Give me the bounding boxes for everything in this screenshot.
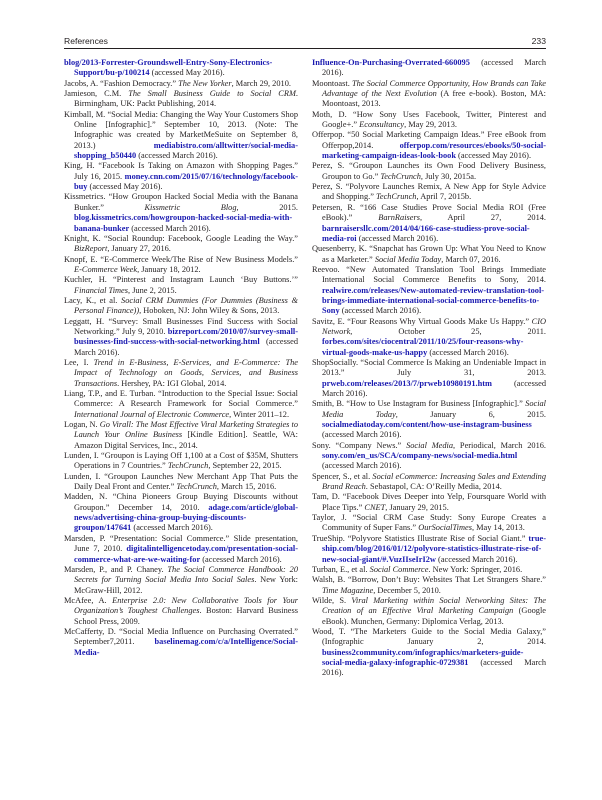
reference-text: Knopf, E. “E-Commerce Week/The Rise of New Business Models.” bbox=[64, 254, 298, 264]
reference-text: , Hoboken, NJ: John Wiley & Sons, 2013. bbox=[139, 306, 280, 316]
reference-text: . Sebastapol, CA: O’Reilly Media, 2014. bbox=[365, 482, 502, 492]
reference-text: Kimball, M. “Social Media: Changing the Way Your Customers Shop Online [Infographic].” September 10, 2013. (Note: The Infographic was created by MarketMeSuite on September 8, 2013.) bbox=[64, 109, 298, 150]
reference-text: , March 29, 2010. bbox=[231, 78, 291, 88]
reference-url-link[interactable]: offerpop.com/resources/ebooks/50-social-marketing-campaign-ideas-look-book bbox=[322, 140, 546, 161]
reference-text: , December 5, 2010. bbox=[373, 585, 441, 595]
reference-entry bbox=[312, 161, 546, 182]
reference-title: BizReport bbox=[74, 244, 108, 254]
reference-text: , January 18, 2012. bbox=[137, 264, 201, 274]
reference-text: Moontoast. bbox=[312, 78, 352, 88]
reference-title: CIO Network bbox=[322, 316, 546, 336]
reference-title: Go Virall: The Most Effective Viral Marketing Strategies to Launch Your Online Business bbox=[74, 420, 298, 440]
reference-text: (accessed March 2016). bbox=[200, 554, 282, 564]
reference-entry bbox=[312, 513, 546, 534]
references-right-column bbox=[312, 58, 546, 679]
reference-text: (accessed March 2016). bbox=[74, 337, 298, 357]
reference-text: , September 22, 2015. bbox=[208, 461, 282, 471]
reference-url-link[interactable]: bizreport.com/2010/07/survey-small-businesses-find-success-with-social-networking.html bbox=[74, 326, 298, 347]
reference-title: Social eCommerce: Increasing Sales and Extending Brand Reach bbox=[322, 471, 546, 492]
reference-entry bbox=[312, 492, 546, 513]
reference-entry bbox=[64, 596, 298, 627]
reference-text: (accessed March 2016). bbox=[322, 461, 402, 471]
reference-title: Viral Marketing within Social Networking Sites: The Creation of an Effective Viral Marketing Campaign bbox=[322, 595, 546, 616]
reference-title: Social CRM Dummies (For Dummies (Business & Personal Finance)) bbox=[74, 295, 298, 316]
reference-text: Taylor, J. “Social CRM Case Study: Sony Europe Creates a Community of Super Fans.” bbox=[312, 513, 546, 533]
reference-entry bbox=[64, 317, 298, 358]
reference-url-link[interactable]: money.cnn.com/2015/07/16/technology/facebook-buy bbox=[74, 171, 298, 192]
reference-entry bbox=[312, 110, 546, 131]
reference-text: Jamieson, C.M. bbox=[64, 89, 129, 99]
reference-text: Marsden, P. “Presentation: Social Commerce.” Slide presentation, June 7, 2010. bbox=[64, 533, 298, 554]
reference-text: (accessed March 2016). bbox=[131, 523, 213, 533]
reference-text: Madden, N. “China Pioneers Group Buying Discounts without Groupon.” December 14, 2010. bbox=[64, 492, 298, 512]
reference-entry bbox=[64, 89, 298, 110]
reference-text: Wood, T. “The Marketers Guide to the Social Media Galaxy,” (Infographic January 2, 2014. bbox=[312, 626, 546, 647]
reference-entry bbox=[64, 451, 298, 472]
reference-entry bbox=[64, 110, 298, 162]
reference-text: Spencer, S., et al. bbox=[312, 471, 373, 481]
reference-title: Time Magazine bbox=[322, 585, 374, 595]
reference-entry bbox=[312, 399, 546, 440]
reference-title: OurSocialTimes bbox=[418, 523, 472, 533]
reference-text: McAfee, A. bbox=[64, 595, 113, 605]
reference-entry bbox=[312, 565, 546, 575]
reference-title: TechCrunch bbox=[376, 192, 417, 202]
reference-url-link[interactable]: sony.com/en_us/SCA/company-news/social-media.html bbox=[322, 451, 518, 461]
reference-title: Social Commerce bbox=[369, 564, 429, 574]
reference-text: , January 29, 2015. bbox=[385, 502, 449, 512]
reference-title: TechCrunch bbox=[167, 461, 209, 471]
reference-text: Walsh, B. “Borrow, Don’t Buy: Websites That Let Strangers Share.” bbox=[312, 575, 546, 585]
reference-title: Social Media Today bbox=[322, 399, 546, 419]
reference-text: , April 27, 2014. bbox=[419, 213, 546, 223]
reference-entry bbox=[312, 575, 546, 596]
reference-text: , Winter 2011–12. bbox=[229, 409, 290, 419]
reference-text: , May 14, 2013. bbox=[471, 523, 525, 533]
reference-title: TechCrunch bbox=[176, 482, 217, 492]
reference-text: (accessed March 2016). bbox=[356, 233, 439, 243]
reference-title: Financial Times bbox=[74, 285, 129, 295]
reference-entry bbox=[64, 79, 298, 89]
reference-url-link[interactable]: adage.com/article/global-news/advertising-china-group-buying-discounts-groupon/147641 bbox=[74, 502, 298, 533]
reference-text: Tam, D. “Facebook Dives Deeper into Yelp, Foursquare World with Place Tips.” bbox=[312, 492, 546, 512]
reference-text: , June 2, 2015. bbox=[128, 285, 177, 295]
reference-text: (accessed March 2016). bbox=[136, 151, 218, 161]
reference-text: (accessed March 2016). bbox=[129, 223, 211, 233]
reference-entry bbox=[64, 192, 298, 233]
reference-entry bbox=[312, 182, 546, 203]
reference-text: . Birmingham, UK: Packt Publishing, 2014. bbox=[74, 89, 299, 109]
reference-entry bbox=[64, 472, 298, 493]
reference-title: Trend in E-Business, E-Services, and E-Commerce: The Impact of Technology on Goods, Services, and Business Transactions bbox=[74, 357, 298, 388]
reference-text: Sony. “Company News.” bbox=[312, 440, 407, 450]
reference-text: Marsden, P., and P. Chaney. bbox=[64, 564, 168, 574]
reference-text: McCafferty, D. “Social Media Influence on Purchasing Overrated.” September7,2011. bbox=[64, 626, 298, 647]
reference-entry bbox=[64, 420, 298, 451]
reference-entry bbox=[64, 161, 298, 192]
reference-entry bbox=[64, 534, 298, 565]
reference-text: Logan, N. bbox=[64, 420, 100, 430]
reference-text: (accessed May 2016). bbox=[455, 151, 532, 161]
reference-entry bbox=[64, 58, 298, 79]
reference-text: (accessed May 2016). bbox=[87, 182, 163, 192]
reference-text: Kuchler, H. “Pinterest and Instagram Launch ‘Buy Buttons.’” bbox=[64, 275, 298, 285]
reference-title: TechCrunch bbox=[380, 171, 421, 181]
reference-entry bbox=[312, 472, 546, 493]
reference-entry bbox=[64, 358, 298, 389]
reference-title: The Small Business Guide to Social CRM bbox=[128, 89, 296, 99]
reference-entry bbox=[312, 534, 546, 565]
reference-text: TrueShip. “Polyvore Statistics Illustrate Rise of Social Giant.” bbox=[312, 533, 529, 543]
references-left-column bbox=[64, 58, 298, 658]
reference-text: , October 25, 2011. bbox=[350, 326, 546, 336]
reference-text: Smith, B. “How to Use Instagram for Business [Infographic].” bbox=[312, 399, 526, 409]
reference-text: (accessed March 2016). bbox=[322, 58, 546, 78]
reference-entry bbox=[312, 627, 546, 679]
reference-url-link[interactable]: digitalintelligencetoday.com/presentation-social-commerce-what-are-we-waiting-for bbox=[74, 544, 298, 564]
reference-text: Jacobs, A. “Fashion Democracy.” bbox=[64, 78, 179, 88]
page-number: 233 bbox=[531, 36, 546, 46]
reference-text: . Boston: Harvard Business School Press, 2009. bbox=[74, 606, 298, 626]
reference-title: The Social Commerce Handbook: 20 Secrets for Turning Social Media Into Social Sales bbox=[74, 564, 299, 585]
reference-url-link[interactable]: barnraisersllc.com/2014/04/166-case-studiess-prove-social-media-roi bbox=[322, 223, 530, 243]
reference-text: Lunden, I. “Groupon Launches New Merchant App That Puts the Daily Deal Front and Center.” bbox=[64, 471, 298, 492]
reference-text: . New York: Springer, 2016. bbox=[428, 564, 523, 574]
reference-text: , 2015. bbox=[236, 202, 298, 212]
reference-entry bbox=[64, 389, 298, 420]
reference-text: Petersen, R. “166 Case Studies Prove Social Media ROI (Free eBook).” bbox=[312, 202, 546, 223]
reference-text: Lunden, I. “Groupon is Laying Off 1,100 at a Cost of $35M, Shutters Operations in 7 Countries.” bbox=[64, 451, 298, 471]
reference-url-link[interactable]: socialmediatoday.com/content/how-use-instagram-business bbox=[322, 420, 532, 430]
reference-text: Perez, S. “Polyvore Launches Remix, A New App for Style Advice and Shopping.” bbox=[312, 182, 546, 202]
reference-title: E-Commerce Week bbox=[74, 264, 138, 274]
reference-title: Social Media Today bbox=[374, 254, 442, 264]
reference-text: (A free e-book). Boston, MA: Moontoast, 2013. bbox=[322, 89, 546, 109]
reference-url-link[interactable]: mediabistro.com/alltwitter/social-media-shopping_b50440 bbox=[74, 140, 298, 161]
reference-url-link[interactable]: business2community.com/infographics/marketers-guide-social-media-galaxy-infographic-0729381 bbox=[322, 647, 524, 667]
reference-text: Reevoo. “New Automated Translation Tool Brings Immediate International Social Commerce Benefits to Sony, 2014. bbox=[312, 264, 546, 285]
reference-text: (accessed March 2016). bbox=[339, 306, 422, 316]
reference-entry bbox=[312, 265, 546, 317]
reference-text: Knight, K. “Social Roundup: Facebook, Google Leading the Way.” bbox=[64, 233, 298, 243]
reference-entry bbox=[64, 275, 298, 296]
section-title: References bbox=[64, 36, 108, 46]
reference-text: , January 6, 2015. bbox=[395, 409, 546, 419]
reference-text: , July 30, 2015a. bbox=[420, 171, 477, 181]
reference-text: ShopSocially. “Social Commerce Is Making an Undeniable Impact in 2013.” July 31, 2013. bbox=[312, 357, 546, 378]
reference-text: (accessed March 2016). bbox=[322, 378, 546, 398]
reference-text: Wilde, S. bbox=[312, 595, 352, 605]
reference-text: Leggatt, H. “Survey: Small Businesses Find Success with Social Networking.” July 9, 2010. bbox=[64, 316, 298, 336]
reference-title: The New Yorker bbox=[178, 78, 232, 88]
reference-entry bbox=[312, 244, 546, 265]
reference-text: Perez, S. “Groupon Launches its Own Food Delivery Business, Groupon to Go.” bbox=[312, 161, 546, 181]
reference-text: (accessed May 2016). bbox=[149, 68, 225, 78]
reference-text: , Periodical, March 2016. bbox=[453, 440, 547, 450]
reference-entry bbox=[312, 317, 546, 358]
reference-entry bbox=[312, 58, 546, 79]
reference-text: , March 15, 2016. bbox=[216, 482, 277, 492]
reference-title: BarnRaisers bbox=[378, 213, 420, 223]
reference-text: Turban, E., et al. bbox=[312, 564, 370, 574]
reference-url-link[interactable]: realwire.com/releases/New-automated-review-translation-tool-brings-immediate-international-social-commerce-benefits-to-Sony bbox=[322, 285, 545, 316]
reference-url-link[interactable]: blog.kissmetrics.com/howgroupon-hacked-social-media-with-banana-bunker bbox=[74, 213, 293, 233]
reference-url-link[interactable]: prweb.com/releases/2013/7/prweb10980191.htm bbox=[322, 378, 492, 388]
reference-text: (accessed March 2016). bbox=[322, 430, 402, 440]
reference-text: Kissmetrics. “How Groupon Hacked Social Media with the Banana Bunker.” bbox=[64, 192, 298, 212]
reference-entry bbox=[64, 627, 298, 658]
reference-text: [Kindle Edition]. Seattle, WA: Amazon Digital Services, Inc., 2014. bbox=[74, 430, 298, 450]
reference-text: (accessed March 2016). bbox=[435, 554, 518, 564]
reference-url-link[interactable]: forbes.com/sites/ciocentral/2011/10/25/four-reasons-why-virtual-goods-make-us-happy bbox=[322, 337, 524, 357]
reference-entry bbox=[64, 234, 298, 255]
reference-title: CNET bbox=[364, 502, 386, 512]
reference-entry bbox=[64, 255, 298, 276]
header-rule bbox=[64, 48, 546, 49]
reference-text: (accessed March 2016). bbox=[322, 657, 546, 678]
reference-entry bbox=[312, 79, 546, 110]
reference-text: Moth, D. “How Sony Uses Facebook, Twitter, Pinterest and Google+.” bbox=[312, 109, 546, 130]
reference-text: King, H. “Facebook Is Taking on Amazon with Shopping Pages.” July 16, 2015. bbox=[64, 161, 298, 181]
reference-title: Social Media bbox=[406, 440, 454, 450]
reference-text: , January 27, 2016. bbox=[107, 244, 171, 254]
reference-text: Offerpop. “50 Social Marketing Campaign Ideas.” Free eBook from Offerpop,2014. bbox=[312, 130, 546, 150]
reference-text: . Hershey, PA: IGI Global, 2014. bbox=[117, 378, 227, 388]
reference-text: Liang, T.P., and E. Turban. “Introduction to the Special Issue: Social Commerce: A Research Framework for Social Commerce.” bbox=[64, 389, 298, 409]
reference-text: . New York: McGraw-Hill, 2012. bbox=[74, 575, 298, 595]
reference-entry bbox=[312, 358, 546, 399]
reference-entry bbox=[312, 130, 546, 161]
reference-text: (accessed March 2016). bbox=[427, 347, 509, 357]
reference-title: International Journal of Electronic Commerce bbox=[74, 409, 230, 419]
reference-text: Lee, I. bbox=[64, 357, 94, 367]
reference-text: Savitz, E. “Four Reasons Why Virtual Goods Make Us Happy.” bbox=[312, 316, 532, 326]
reference-text: , March 07, 2016. bbox=[441, 254, 501, 264]
reference-entry bbox=[312, 203, 546, 244]
reference-title: Kissmetric Blog bbox=[144, 202, 237, 212]
reference-text: (Google eBook). Munchen, Germany: Diplomica Verlag, 2013. bbox=[322, 606, 546, 626]
reference-text: , April 7, 2015b. bbox=[416, 192, 472, 202]
reference-title: Enterprise 2.0: New Collaborative Tools for Your Organization’s Toughest Challenges bbox=[74, 595, 298, 616]
reference-url-link[interactable]: blog/2013-Forrester-Groundswell-Entry-Sony-Electronics-Support/bu-p/100214 bbox=[64, 58, 273, 78]
reference-entry bbox=[312, 596, 546, 627]
reference-title: The Social Commerce Opportunity, How Brands can Take Advantage of the Next Evolution bbox=[322, 78, 546, 99]
reference-text: , May 29, 2013. bbox=[404, 120, 457, 130]
reference-url-link[interactable]: Influence-On-Purchasing-Overrated-660095 bbox=[312, 58, 470, 67]
reference-text: Lacy, K., et al. bbox=[64, 295, 122, 305]
reference-title: Econsultancy bbox=[359, 120, 405, 130]
reference-entry bbox=[64, 296, 298, 317]
reference-entry bbox=[312, 441, 546, 472]
reference-entry bbox=[64, 492, 298, 533]
reference-entry bbox=[64, 565, 298, 596]
reference-url-link[interactable]: true-ship.com/blog/2016/01/12/polyvore-statistics-illustrate-rise-of-new-social-giant/#.VuzIIseIrI2w bbox=[322, 533, 546, 564]
reference-text: Quesenberry, K. “Snapchat has Grown Up: What You Need to Know as a Marketer.” bbox=[312, 244, 546, 264]
reference-url-link[interactable]: baselinemag.com/c/a/Intelligence/Social-Media- bbox=[74, 637, 298, 657]
